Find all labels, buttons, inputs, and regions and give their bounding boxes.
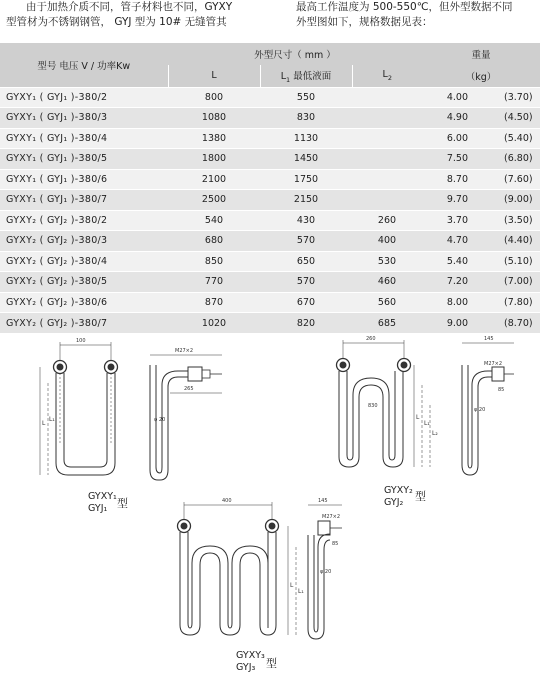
type1-L: L [42,420,46,427]
cell-weight-alt: (9.00) [472,190,540,211]
type1-label-line2: GYJ₁ [88,503,108,514]
table-row [0,251,540,272]
cell-L2: 460 [352,272,422,293]
header-dimensions: 外型尺寸（ mm ） [168,43,422,65]
cell-L1: 2150 [260,190,352,211]
type1-dim-side: 265 [184,386,194,392]
cell-weight-alt: (5.10) [472,251,540,272]
type2-L: L [416,414,420,421]
cell-L1: 670 [260,292,352,313]
type2-dim-85: 85 [498,387,505,393]
intro-right-line1: 最高工作温度为 500-550℃，但外型数据不同 [296,1,513,13]
cell-L2 [352,190,422,211]
table-row [0,231,540,252]
cell-L1: 1130 [260,128,352,149]
cell-L: 1080 [168,108,260,129]
cell-weight: 4.00 [422,87,472,108]
intro-right [296,0,540,30]
type2-dia: φ 20 [474,407,486,413]
cell-weight: 5.40 [422,251,472,272]
table-row [0,108,540,129]
type3-thread: M27×2 [322,514,341,520]
type3-dia: φ 20 [320,569,332,575]
spec-table-body [0,87,540,333]
table-row [0,272,540,293]
cell-weight-alt: (7.00) [472,272,540,293]
intro-text [0,0,540,40]
type1-label-text [88,491,128,514]
cell-model: GYXY₂ ( GYJ₂ )-380/5 [0,272,168,293]
cell-L2: 400 [352,231,422,252]
cell-model: GYXY₂ ( GYJ₂ )-380/3 [0,231,168,252]
cell-L1: 430 [260,210,352,231]
table-row [0,190,540,211]
type3-dim-top: 400 [222,498,232,504]
cell-L1: 1750 [260,169,352,190]
cell-L2 [352,108,422,129]
header-weight: 重量 [422,43,540,65]
table-row [0,292,540,313]
type3-dim-side: 145 [318,498,328,504]
cell-model: GYXY₂ ( GYJ₂ )-380/4 [0,251,168,272]
type2-dim-top: 260 [366,336,376,342]
cell-weight: 9.00 [422,313,472,334]
cell-L2 [352,169,422,190]
type3-dim-85: 85 [332,541,339,547]
type3-label-line1: GYXY₃ [236,650,265,661]
type3-label-line2: GYJ₃ [236,662,256,673]
cell-L2: 530 [352,251,422,272]
cell-weight-alt: (8.70) [472,313,540,334]
type1-label-suffix: 型 [117,497,128,510]
cell-L: 770 [168,272,260,293]
type2-label-line2: GYJ₂ [384,497,404,508]
cell-L1: 830 [260,108,352,129]
type1-label-line1: GYXY₁ [88,491,117,502]
type1-dia: φ 20 [154,417,166,423]
cell-weight: 8.70 [422,169,472,190]
cell-model: GYXY₁ ( GYJ₁ )-380/5 [0,149,168,170]
cell-model: GYXY₂ ( GYJ₂ )-380/2 [0,210,168,231]
cell-weight-alt: (3.50) [472,210,540,231]
drawing-type3 [178,498,343,639]
cell-model: GYXY₁ ( GYJ₁ )-380/6 [0,169,168,190]
cell-L1: 550 [260,87,352,108]
header-L: L [168,65,260,87]
cell-model: GYXY₁ ( GYJ₁ )-380/7 [0,190,168,211]
type3-L1: L₁ [298,588,304,595]
header-weight-unit: （kg） [422,65,540,87]
type3-L: L [290,582,294,589]
cell-model: GYXY₁ ( GYJ₁ )-380/3 [0,108,168,129]
type3-label-text [236,650,277,673]
type2-L1: L₁ [424,420,430,427]
cell-L: 1800 [168,149,260,170]
type2-thread: M27×2 [484,361,503,367]
cell-L: 870 [168,292,260,313]
cell-weight-alt: (6.80) [472,149,540,170]
cell-weight-alt: (7.80) [472,292,540,313]
intro-right-line2: 外型图如下，规格数据见表： [296,16,433,28]
cell-model: GYXY₂ ( GYJ₂ )-380/6 [0,292,168,313]
drawing-type2 [337,336,515,475]
table-row [0,128,540,149]
cell-L: 540 [168,210,260,231]
cell-L1: 650 [260,251,352,272]
cell-L1: 1450 [260,149,352,170]
cell-model: GYXY₂ ( GYJ₂ )-380/7 [0,313,168,334]
cell-weight-alt: (3.70) [472,87,540,108]
type2-dim-side: 145 [484,336,494,342]
drawing-type1 [40,338,222,480]
cell-L: 2500 [168,190,260,211]
cell-L: 2100 [168,169,260,190]
cell-weight-alt: (5.40) [472,128,540,149]
cell-L: 1020 [168,313,260,334]
cell-L: 1380 [168,128,260,149]
type1-thread: M27×2 [175,348,194,354]
cell-weight: 9.70 [422,190,472,211]
drawings-svg [0,325,540,680]
cell-weight-alt: (4.40) [472,231,540,252]
type2-L2: L₂ [432,430,438,437]
cell-weight: 7.20 [422,272,472,293]
cell-model: GYXY₁ ( GYJ₁ )-380/4 [0,128,168,149]
header-L1: $L_1$ 最低液面 [260,65,352,87]
technical-drawings [0,325,540,680]
table-row [0,149,540,170]
table-row [0,87,540,108]
cell-L2: 560 [352,292,422,313]
type1-L1: L₁ [49,416,55,423]
type2-label-line1: GYXY₂ [384,485,413,496]
cell-model: GYXY₁ ( GYJ₁ )-380/2 [0,87,168,108]
cell-weight: 8.00 [422,292,472,313]
table-row [0,169,540,190]
intro-left-line1: 由于加热介质不同，管子材料也不同，GYXY [26,1,233,13]
type2-dim-mid: 830 [368,403,378,409]
cell-weight: 3.70 [422,210,472,231]
spec-table [0,43,540,333]
cell-weight-alt: (7.60) [472,169,540,190]
cell-weight-alt: (4.50) [472,108,540,129]
header-L2: $L_2$ [352,65,422,87]
type1-dim-top: 100 [76,338,86,344]
cell-L2: 260 [352,210,422,231]
type2-label-text [384,485,426,508]
cell-L2 [352,149,422,170]
cell-weight: 4.70 [422,231,472,252]
type2-label-suffix: 型 [415,490,426,503]
cell-L: 800 [168,87,260,108]
cell-L1: 570 [260,272,352,293]
cell-weight: 6.00 [422,128,472,149]
cell-L2: 685 [352,313,422,334]
header-model: 型号 电压 V / 功率Kw [0,43,168,87]
cell-weight: 7.50 [422,149,472,170]
table-row [0,210,540,231]
intro-left [6,0,274,30]
cell-L1: 570 [260,231,352,252]
cell-weight: 4.90 [422,108,472,129]
cell-L2 [352,87,422,108]
type3-label-suffix: 型 [266,657,277,670]
cell-L: 850 [168,251,260,272]
intro-left-line2: 型管材为不锈钢钢管， GYJ 型为 10# 无缝管其 [6,16,227,28]
cell-L1: 820 [260,313,352,334]
cell-L: 680 [168,231,260,252]
cell-L2 [352,128,422,149]
